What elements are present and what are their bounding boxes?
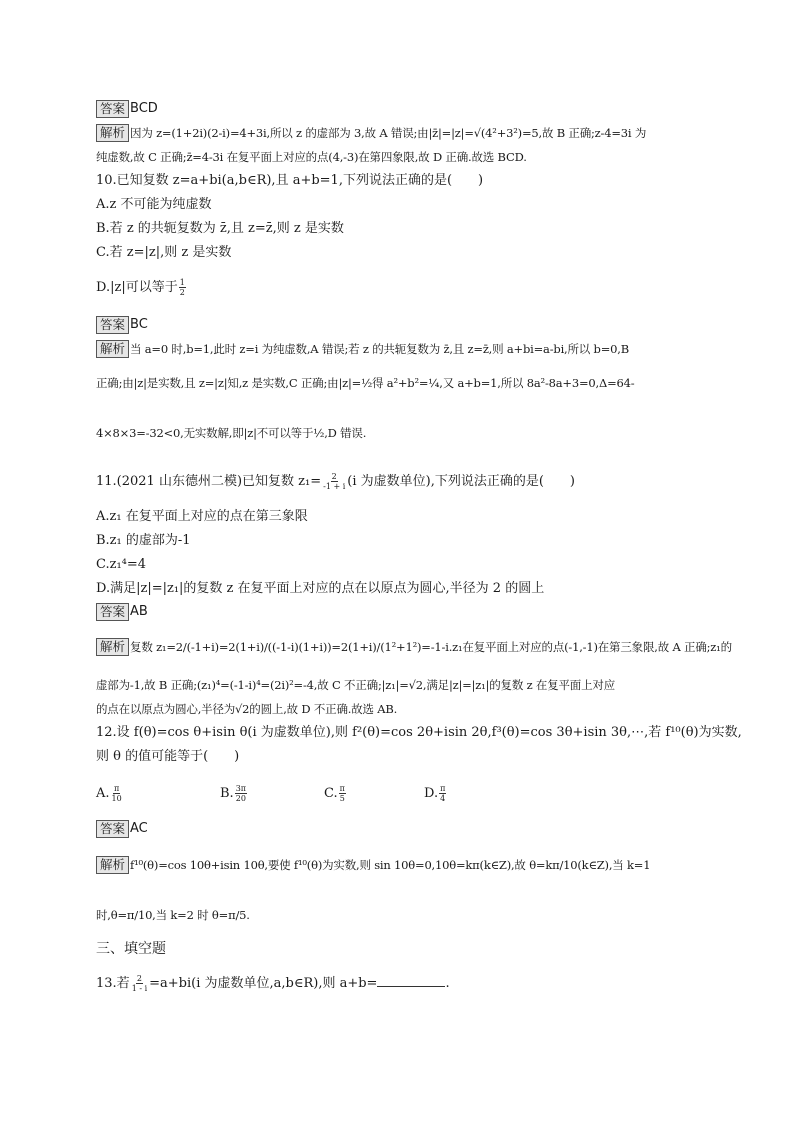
- q10-explain-2: 正确;由|z|是实数,且 z=|z|知,z 是实数,C 正确;由|z|=½得 a²+b²=¼,又 a+b=1,所以 8a²-8a+3=0,Δ=64-: [96, 376, 635, 390]
- q11-stem-pre: 11.(2021 山东德州二模)已知复数 z₁=: [96, 474, 322, 489]
- q10-answer: BC: [130, 317, 148, 332]
- fraction-numerator: 2: [331, 472, 337, 481]
- explain-tag: 解析: [96, 856, 129, 874]
- fraction-numerator: π: [339, 784, 345, 793]
- q10-explain-row-2: [96, 374, 698, 393]
- q11-answer-row: [96, 603, 698, 622]
- q12-option-b: [220, 784, 248, 803]
- fraction-denominator: 4: [440, 794, 446, 803]
- answer-tag: 答案: [96, 100, 129, 118]
- fraction-numerator: π: [113, 784, 120, 793]
- answer-tag: 答案: [96, 603, 129, 621]
- option-fraction: [339, 784, 346, 803]
- q11-stem-post: (i 为虚数单位),下列说法正确的是( ): [347, 474, 575, 489]
- q10-option-d-fraction: [179, 278, 186, 297]
- q9-explain-2: 纯虚数,故 C 正确;z̄=4-3i 在复平面上对应的点(4,-3)在第四象限,故 D 正确.故选 BCD.: [96, 150, 527, 164]
- q12-options: [96, 784, 698, 810]
- q11-explain-row-2: [96, 676, 698, 695]
- q11-option-a: A.z₁ 在复平面上对应的点在第三象限: [96, 509, 308, 524]
- q10-option-b: B.若 z 的共轭复数为 z̄,且 z=z̄,则 z 是实数: [96, 221, 344, 236]
- option-fraction: [111, 784, 123, 803]
- q10-explain-1: 当 a=0 时,b=1,此时 z=i 为纯虚数,A 错误;若 z 的共轭复数为 z̄,且 z=z̄,则 a+bi=a-bi,所以 b=0,B: [130, 342, 629, 356]
- explain-tag: 解析: [96, 124, 129, 142]
- answer-tag: 答案: [96, 316, 129, 334]
- q12-answer: AC: [130, 821, 148, 836]
- q10-option-a: A.z 不可能为纯虚数: [96, 197, 212, 212]
- q9-explain-row-2: [96, 148, 698, 167]
- q9-explain-row-1: [96, 124, 698, 143]
- answer-tag: 答案: [96, 820, 129, 838]
- q13-stem: [96, 974, 698, 993]
- q10-option-d: [96, 278, 698, 297]
- fraction-numerator: 1: [179, 278, 185, 287]
- q11-option-c: C.z₁⁴=4: [96, 557, 147, 572]
- fraction-denominator: 5: [339, 794, 345, 803]
- q10-answer-row: [96, 316, 698, 335]
- q12-explain-row-2: [96, 906, 698, 925]
- option-letter: C.: [324, 786, 338, 801]
- q11-answer: AB: [130, 604, 148, 619]
- fraction-denominator: 1 - i: [131, 984, 148, 993]
- q12-explain-2: 时,θ=π/10,当 k=2 时 θ=π/5.: [96, 908, 250, 922]
- q12-stem-1: 12.设 f(θ)=cos θ+isin θ(i 为虚数单位),则 f²(θ)=cos 2θ+isin 2θ,f³(θ)=cos 3θ+isin 3θ,⋯,若 f¹⁰(θ)为实数,: [96, 725, 742, 740]
- option-fraction: [439, 784, 446, 803]
- q13-stem-pre: 13.若: [96, 976, 130, 991]
- fraction-denominator: 2: [179, 288, 185, 297]
- q11-option-b: B.z₁ 的虚部为-1: [96, 533, 191, 548]
- q10-option-d-text: D.|z|可以等于: [96, 280, 178, 295]
- q11-explain-row-3: [96, 700, 698, 719]
- explain-tag: 解析: [96, 340, 129, 358]
- option-letter: A.: [96, 786, 110, 801]
- q10-explain-3: 4×8×3=-32<0,无实数解,即|z|不可以等于½,D 错误.: [96, 426, 367, 440]
- q10-stem: 10.已知复数 z=a+bi(a,b∈R),且 a+b=1,下列说法正确的是( ): [96, 173, 484, 188]
- q11-explain-row-1: [96, 638, 732, 657]
- fraction-numerator: 2: [136, 974, 142, 983]
- option-letter: B.: [220, 786, 234, 801]
- q11-explain-3: 的点在以原点为圆心,半径为√2的圆上,故 D 不正确.故选 AB.: [96, 702, 398, 716]
- section-title: 三、填空题: [96, 941, 166, 957]
- q11-explain-1: 复数 z₁=2/(-1+i)=2(1+i)/((-1-i)(1+i))=2(1+i)/(1²+1²)=-1-i.z₁在复平面上对应的点(-1,-1)在第三象限,故 A 正确;z₁的: [130, 640, 732, 654]
- q10-explain-row-1: [96, 340, 698, 359]
- q9-answer: BCD: [130, 101, 158, 116]
- q12-option-d: [424, 784, 447, 803]
- q12-option-c: [324, 784, 347, 803]
- q12-answer-row: [96, 820, 698, 839]
- q13-stem-post: =a+bi(i 为虚数单位,a,b∈R),则 a+b=: [149, 976, 378, 991]
- q12-explain-1: f¹⁰(θ)=cos 10θ+isin 10θ,要使 f¹⁰(θ)为实数,则 sin 10θ=0,10θ=kπ(k∈Z),故 θ=kπ/10(k∈Z),当 k=1: [130, 858, 651, 872]
- q12-stem-2: 则 θ 的值可能等于( ): [96, 749, 240, 764]
- q12-option-a: [96, 784, 124, 803]
- q10-option-c: C.若 z=|z|,则 z 是实数: [96, 245, 232, 260]
- q10-explain-row-3: [96, 424, 698, 443]
- q11-explain-2: 虚部为-1,故 B 正确;(z₁)⁴=(-1-i)⁴=(2i)²=-4,故 C 不正确;|z₁|=√2,满足|z|=|z₁|的复数 z 在复平面上对应: [96, 678, 616, 692]
- option-fraction: [235, 784, 247, 803]
- q9-answer-row: [96, 100, 698, 119]
- fraction-denominator: 10: [111, 794, 122, 803]
- fraction-denominator: 20: [235, 794, 246, 803]
- q13-stem-end: .: [445, 976, 450, 991]
- q11-stem-fraction: [322, 472, 346, 491]
- q13-stem-fraction: [131, 974, 148, 993]
- fraction-denominator: -1 + i: [323, 482, 346, 491]
- explain-tag: 解析: [96, 638, 129, 656]
- answer-blank[interactable]: [377, 974, 445, 987]
- q11-stem: [96, 472, 698, 491]
- option-letter: D.: [424, 786, 439, 801]
- fraction-numerator: π: [440, 784, 446, 793]
- q11-option-d: D.满足|z|=|z₁|的复数 z 在复平面上对应的点在以原点为圆心,半径为 2 的圆上: [96, 581, 545, 596]
- q9-explain-1: 因为 z=(1+2i)(2-i)=4+3i,所以 z 的虚部为 3,故 A 错误;由|z̄|=|z|=√(4²+3²)=5,故 B 正确;z-4=3i 为: [130, 126, 647, 140]
- fraction-numerator: 3π: [235, 784, 247, 793]
- q12-explain-row-1: [96, 856, 698, 875]
